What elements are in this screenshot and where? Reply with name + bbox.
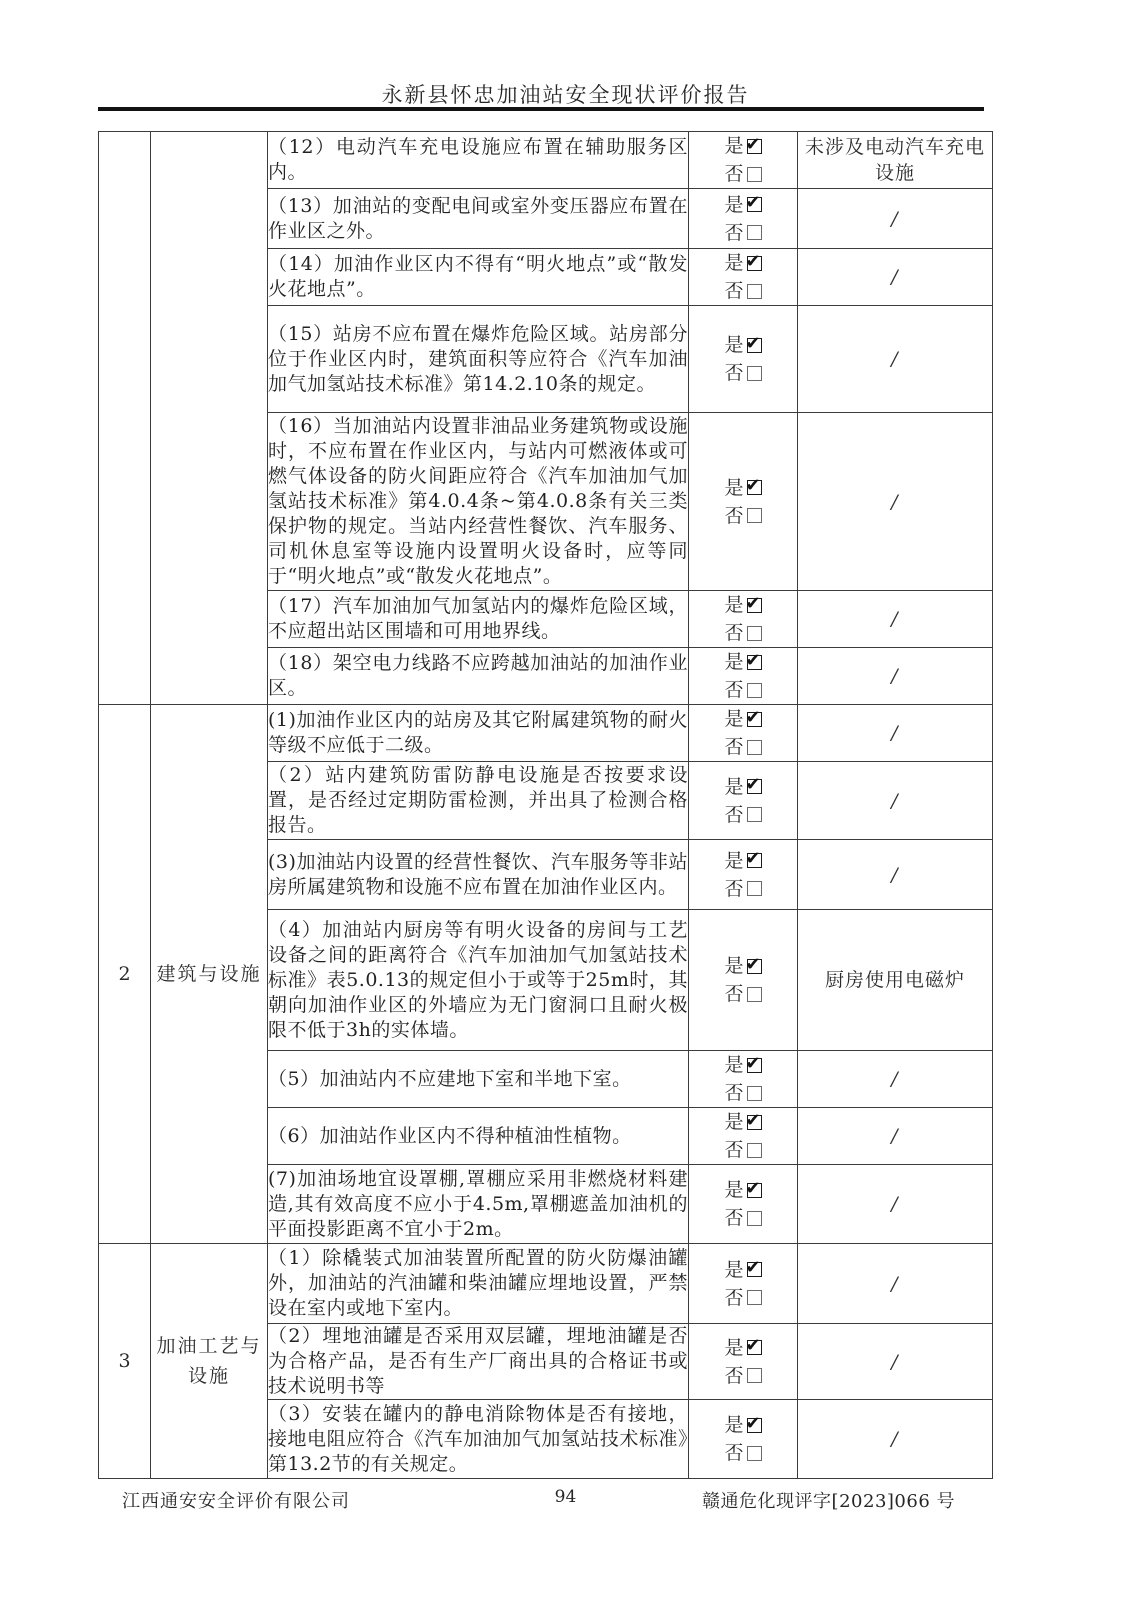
yes-label: 是 [724,193,744,216]
section-category-cell: 建筑与设施 [151,705,268,1244]
no-label: 否 [724,622,744,644]
yes-no-cell [689,840,798,910]
yes-no-cell [689,648,798,705]
remark-slash: / [891,1272,899,1295]
yes-no-cell [689,910,798,1051]
item-text-cell: （3）安装在罐内的静电消除物体是否有接地，接地电阻应符合《汽车加油加气加氢站技术标准》第13.2节的有关规定。 [268,1400,689,1479]
item-text-cell: （1）除橇装式加油装置所配置的防火防爆油罐外，加油站的汽油罐和柴油罐应埋地设置，严禁设在室内或地下室内。 [268,1244,689,1324]
no-label: 否 [724,1207,744,1229]
no-checkbox [747,284,762,299]
table-row [99,132,993,189]
remark-slash: / [891,722,899,744]
no-option [689,801,797,829]
remark-cell [798,1400,993,1479]
section-seq-cell: 2 [99,705,151,1244]
no-checkbox [747,225,762,240]
yes-label: 是 [724,1414,744,1436]
remark-cell [798,1324,993,1400]
no-checkbox [747,1211,762,1226]
yes-checkbox-checked [747,959,762,974]
remark-cell [798,705,993,762]
yes-checkbox-checked [747,338,762,353]
no-checkbox [747,740,762,755]
no-checkbox [747,1143,762,1158]
no-checkbox [747,1086,762,1101]
yes-no-cell [689,1324,798,1400]
no-option [689,1204,797,1232]
yes-option [689,591,797,619]
no-label: 否 [724,679,744,701]
yes-checkbox-checked [747,1418,762,1433]
yes-no-cell [689,705,798,762]
remark-slash: / [891,348,899,370]
no-checkbox [747,1446,762,1461]
remark-slash: / [891,490,899,513]
item-text-cell: （17）汽车加油加气加氢站内的爆炸危险区域，不应超出站区围墙和可用地界线。 [268,591,689,648]
yes-no-cell [689,132,798,189]
yes-option [689,1108,797,1136]
item-text-cell: （2）站内建筑防雷防静电设施是否按要求设置，是否经过定期防雷检测，并出具了检测合格报告。 [268,762,689,840]
yes-checkbox-checked [747,197,762,212]
no-label: 否 [724,983,744,1005]
no-option [689,1362,797,1390]
yes-checkbox-checked [747,598,762,613]
remark-cell: 厨房使用电磁炉 [798,910,993,1051]
yes-no-cell [689,249,798,306]
yes-checkbox-checked [747,779,762,794]
no-checkbox [747,683,762,698]
yes-label: 是 [724,651,744,673]
yes-option [689,1256,797,1284]
yes-no-cell [689,189,798,249]
yes-no-cell [689,413,798,591]
remark-slash: / [891,1068,899,1090]
no-label: 否 [724,1082,744,1104]
remark-cell [798,1051,993,1108]
item-text-cell: (1)加油作业区内的站房及其它附属建筑物的耐火等级不应低于二级。 [268,705,689,762]
no-option [689,160,797,188]
yes-checkbox-checked [747,256,762,271]
section-seq-cell: 3 [99,1244,151,1479]
table-row [99,1244,993,1324]
remark-slash: / [891,1428,899,1450]
yes-option [689,705,797,733]
yes-no-cell [689,306,798,413]
yes-label: 是 [724,334,744,356]
item-text-cell: (7)加油场地宜设罩棚,罩棚应采用非燃烧材料建造,其有效高度不应小于4.5m,罩棚遮盖加油机的平面投影距离不宜小于2m。 [268,1165,689,1244]
header-rule [98,107,984,111]
item-text-cell: （5）加油站内不应建地下室和半地下室。 [268,1051,689,1108]
remark-slash: / [891,1350,899,1373]
no-label: 否 [724,221,744,244]
footer-page-number: 94 [554,1487,577,1507]
yes-no-cell [689,1051,798,1108]
yes-option [689,132,797,160]
page-footer [0,1487,1131,1513]
yes-checkbox-checked [747,1183,762,1198]
item-text-cell: （2）埋地油罐是否采用双层罐，埋地油罐是否为合格产品，是否有生产厂商出具的合格证书或技术说明书等 [268,1324,689,1400]
yes-no-cell [689,762,798,840]
yes-checkbox-checked [747,655,762,670]
yes-label: 是 [724,955,744,977]
yes-no-cell [689,591,798,648]
yes-option [689,1051,797,1079]
item-text-cell: （12）电动汽车充电设施应布置在辅助服务区内。 [268,132,689,189]
no-label: 否 [724,1364,744,1387]
remark-slash: / [891,863,899,886]
yes-option [689,773,797,801]
yes-checkbox-checked [747,1340,762,1355]
yes-option [689,1334,797,1362]
no-option [689,1079,797,1107]
yes-option [689,1411,797,1439]
remark-cell [798,762,993,840]
no-checkbox [747,626,762,641]
footer-company-name: 江西通安安全评价有限公司 [122,1491,350,1512]
no-checkbox [747,167,762,182]
yes-checkbox-checked [747,139,762,154]
yes-label: 是 [724,708,744,730]
yes-label: 是 [724,1336,744,1359]
remark-cell: 未涉及电动汽车充电设施 [798,132,993,189]
no-option [689,676,797,704]
item-text-cell: （18）架空电力线路不应跨越加油站的加油作业区。 [268,648,689,705]
yes-label: 是 [724,1258,744,1281]
yes-option [689,648,797,676]
no-checkbox [747,987,762,1002]
no-option [689,1284,797,1312]
section-seq-cell [99,132,151,705]
item-text-cell: （16）当加油站内设置非油品业务建筑物或设施时，不应布置在作业区内，与站内可燃液体或可燃气体设备的防火间距应符合《汽车加油加气加氢站技术标准》第4.0.4条~第4.0.8条有关三类保护物的规定。当站内经营性餐饮、汽车服务、司机休息室等设施内设置明火设备时，应等同于“明火地点”或“散发火花地点”。 [268,413,689,591]
yes-label: 是 [724,1054,744,1076]
no-option [689,980,797,1008]
no-option [689,619,797,647]
remark-slash: / [891,665,899,687]
yes-checkbox-checked [747,1115,762,1130]
item-text-cell: （14）加油作业区内不得有“明火地点”或“散发火花地点”。 [268,249,689,306]
no-label: 否 [724,1286,744,1309]
no-label: 否 [724,280,744,302]
no-checkbox [747,1290,762,1305]
yes-label: 是 [724,476,744,499]
yes-label: 是 [724,1179,744,1201]
item-text-cell: （13）加油站的变配电间或室外变压器应布置在作业区之外。 [268,189,689,249]
yes-option [689,847,797,875]
remark-cell [798,189,993,249]
no-option [689,219,797,247]
yes-no-cell [689,1400,798,1479]
no-checkbox [747,1368,762,1383]
remark-cell [798,306,993,413]
yes-no-cell [689,1165,798,1244]
remark-cell [798,840,993,910]
remark-cell [798,648,993,705]
yes-checkbox-checked [747,480,762,495]
section-category-cell [151,132,268,705]
remark-slash: / [891,608,899,630]
yes-label: 是 [724,594,744,616]
safety-checklist-table [98,131,993,1479]
item-text-cell: （4）加油站内厨房等有明火设备的房间与工艺设备之间的距离符合《汽车加油加气加氢站技术标准》表5.0.13的规定但小于或等于25m时，其朝向加油作业区的外墙应为无门窗洞口且耐火极限不低于3h的实体墙。 [268,910,689,1051]
no-label: 否 [724,877,744,900]
no-option [689,1439,797,1467]
no-label: 否 [724,504,744,527]
remark-cell [798,1244,993,1324]
no-option [689,359,797,387]
remark-cell [798,1108,993,1165]
page-title: 永新县怀忠加油站安全现状评价报告 [381,83,750,107]
no-label: 否 [724,803,744,826]
no-checkbox [747,807,762,822]
no-checkbox [747,366,762,381]
yes-option [689,191,797,219]
yes-label: 是 [724,775,744,798]
no-checkbox [747,881,762,896]
yes-checkbox-checked [747,1262,762,1277]
no-option [689,277,797,305]
yes-checkbox-checked [747,1058,762,1073]
item-text-cell: (3)加油站内设置的经营性餐饮、汽车服务等非站房所属建筑物和设施不应布置在加油作业区内。 [268,840,689,910]
remark-cell [798,591,993,648]
footer-doc-number: 赣通危化现评字[2023]066 号 [702,1491,955,1512]
item-text-cell: （15）站房不应布置在爆炸危险区域。站房部分位于作业区内时，建筑面积等应符合《汽车加油加气加氢站技术标准》第14.2.10条的规定。 [268,306,689,413]
checklist-body [99,132,993,1479]
no-option [689,733,797,761]
no-option [689,1136,797,1164]
no-label: 否 [724,1442,744,1464]
yes-label: 是 [724,252,744,274]
no-option [689,875,797,903]
remark-cell [798,413,993,591]
remark-slash: / [891,1193,899,1215]
no-label: 否 [724,362,744,384]
yes-option [689,331,797,359]
remark-slash: / [891,1125,899,1147]
yes-option [689,952,797,980]
remark-cell [798,1165,993,1244]
yes-option [689,474,797,502]
remark-slash: / [891,789,899,812]
yes-label: 是 [724,135,744,157]
remark-slash: / [891,266,899,288]
yes-no-cell [689,1244,798,1324]
yes-no-cell [689,1108,798,1165]
no-label: 否 [724,736,744,758]
table-row [99,705,993,762]
yes-label: 是 [724,1111,744,1133]
no-label: 否 [724,163,744,185]
section-category-cell: 加油工艺与设施 [151,1244,268,1479]
item-text-cell: （6）加油站作业区内不得种植油性植物。 [268,1108,689,1165]
yes-checkbox-checked [747,853,762,868]
yes-label: 是 [724,849,744,872]
no-label: 否 [724,1139,744,1161]
no-checkbox [747,508,762,523]
remark-slash: / [891,207,899,230]
yes-option [689,249,797,277]
yes-option [689,1176,797,1204]
yes-checkbox-checked [747,712,762,727]
no-option [689,502,797,530]
remark-cell [798,249,993,306]
